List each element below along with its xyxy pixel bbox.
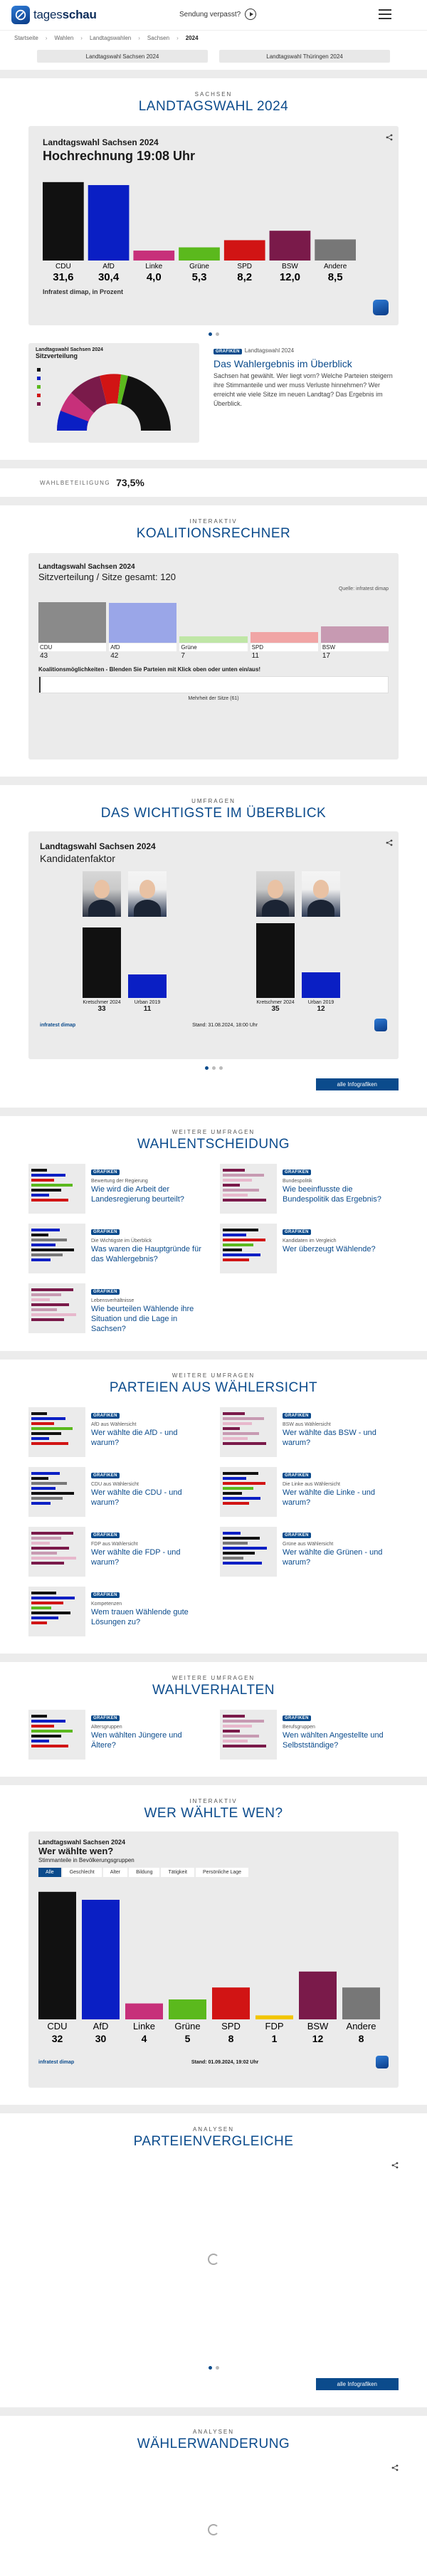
teaser-thumbnail [28,1164,85,1214]
candidate-group [251,871,350,1013]
seat-value: 43 [40,652,48,660]
seat-value: 17 [322,652,330,660]
candidate-bar [83,927,121,998]
teaser-title[interactable]: Wie beurteilen Wählende ihre Situation und die Lage in Sachsen? [91,1305,194,1333]
wahlbeteiligung-bar [0,468,427,497]
carousel-dots [28,2366,399,2370]
section-kicker: UMFRAGEN [191,798,236,804]
bar-fdp [255,2016,293,2020]
teaser-title[interactable]: Wen wählten Jüngere und Ältere? [91,1731,182,1750]
grafiken-tag: GRAFIKEN [91,1289,120,1295]
section-title: KOALITIONSRECHNER [136,526,291,541]
seat-value: 42 [110,652,119,660]
chart-source: infratest dimap [40,1022,76,1028]
breadcrumb-current: 2024 [185,35,199,41]
seat-bar-spd[interactable] [251,632,318,643]
teaser-thumbnail [28,1224,85,1273]
section-kicker: WEITERE UMFRAGEN [172,1129,255,1135]
werwen-card [28,1831,399,2088]
tab-taetigkeit[interactable]: Tätigkeit [161,1868,194,1877]
wahlverhalten-section [0,1662,427,1777]
bar-linke [133,251,174,261]
majority-label: Mehrheit der Sitze (61) [188,696,239,701]
carousel-dot[interactable] [205,1066,209,1070]
category-label: FDP [265,2021,284,2032]
sitz-teaser[interactable] [28,343,399,443]
tab-persoenliche-lage[interactable]: Persönliche Lage [196,1868,248,1877]
category-label: Grüne [174,2021,201,2032]
share-icon[interactable] [386,837,393,844]
section-kicker: INTERAKTIV [189,518,238,525]
bar-andere [342,1987,380,2019]
card-title: Hochrechnung 19:08 Uhr [43,149,196,163]
teaser-meta: Altersgruppen [91,1725,122,1730]
teaser-thumbnail [220,1164,277,1214]
value-label: 4 [141,2033,147,2045]
teaser-meta: Grüne aus Wählersicht [283,1542,334,1547]
election-tabs [0,46,427,70]
koalition-hint: Koalitionsmöglichkeiten - Blenden Sie Parteien mit Klick oben oder unten ein/aus! [38,666,261,673]
alle-infografiken-button[interactable]: alle Infografiken [316,1078,399,1090]
teaser-title[interactable]: Was waren die Hauptgründe für das Wahlergebnis? [91,1245,201,1263]
teaser-title[interactable]: Wer wählte die FDP - und warum? [91,1548,181,1567]
bar-bsw [270,231,311,261]
teaser-item[interactable] [28,1587,207,1636]
teaser-meta: Kompetenzen [91,1602,122,1607]
breadcrumb: Startseite › Wahlen › Landtagswahlen › Sachsen › 2024 [0,30,427,46]
teaser-thumbnail [28,1587,85,1636]
hochrechnung-section [0,78,427,460]
teaser-thumbnail [220,1224,277,1273]
card-title: Kandidatenfaktor [40,853,115,864]
teaser-thumbnail [28,1467,85,1517]
grafiken-tag: GRAFIKEN [91,1229,120,1235]
bar-andere [315,239,356,261]
card-description: Stimmanteile in Bevölkerungsgruppen [38,1857,135,1864]
value-label: 1 [271,2033,278,2045]
chart-source: infratest dimap [38,2059,75,2065]
seat-value: 11 [251,652,259,660]
tagesschau-corner-icon [373,300,389,315]
bar-linke [125,2004,163,2019]
carousel-dots [28,1066,399,1070]
section-title: PARTEIEN AUS WÄHLERSICHT [109,1380,318,1396]
breadcrumb-item[interactable]: Sachsen [147,35,170,41]
hochrechnung-card [28,126,399,325]
value-label: 4,0 [146,271,162,283]
breadcrumb-item[interactable]: Startseite [14,35,38,41]
bar-grüne [179,248,220,261]
teaser-meta: Landtagswahl 2024 [244,347,295,354]
kandidatenfaktor-card [28,831,399,1059]
carousel-dot[interactable] [219,1066,223,1070]
teaser-meta: BSW aus Wählersicht [283,1422,331,1428]
card-footer [38,2056,389,2068]
chart-source: Infratest dimap, in Prozent [43,288,124,295]
card-subtitle: Landtagswahl Sachsen 2024 [38,1839,126,1846]
bar-bsw [299,1972,337,2019]
value-label: 8 [228,2033,234,2045]
logo-text-light: tages [33,8,63,21]
group-tabs [38,1868,389,1877]
grafiken-tag: GRAFIKEN [283,1533,311,1538]
grafiken-tag: GRAFIKEN [91,1715,120,1721]
grafiken-tag: GRAFIKEN [283,1229,311,1235]
teaser-item[interactable] [220,1224,399,1273]
teaser-thumbnail [28,1710,85,1760]
wahlentscheidung-section [0,1116,427,1351]
koalitionsrechner-section [0,505,427,777]
section-kicker: WEITERE UMFRAGEN [172,1675,255,1682]
teaser-title[interactable]: Wer wählte die CDU - und warum? [91,1488,182,1507]
teaser-title[interactable]: Wem trauen Wählende gute Lösungen zu? [91,1608,189,1626]
seat-bar-grüne[interactable] [179,636,247,643]
section-kicker: ANALYSEN [192,2429,235,2436]
category-label: SPD [221,2021,241,2032]
grafiken-tag: GRAFIKEN [283,1413,311,1419]
teaser-item[interactable] [220,1407,399,1457]
section-title: WAHLENTSCHEIDUNG [137,1137,290,1152]
value-label: 5,3 [191,271,207,283]
teaser-meta: Die Wichtigste im Überblick [91,1239,152,1244]
candidate-label: Kretschmer 2024 35 [256,1000,295,1013]
breadcrumb-item[interactable]: Landtagswahlen [89,35,132,41]
loading-spinner-icon [208,2254,219,2265]
sitzverteilung-thumbnail [28,343,199,443]
tagesschau-logo[interactable] [11,6,97,24]
sendung-verpasst-label: Sendung verpasst? [179,10,241,19]
carousel-dot[interactable] [216,332,219,336]
teaser-thumbnail [220,1407,277,1457]
section-kicker: WEITERE UMFRAGEN [172,1372,255,1379]
value-label: 8,5 [327,271,343,283]
teaser-thumbnail [28,1527,85,1577]
logo-badge-icon [11,6,30,24]
section-kicker: INTERAKTIV [189,1798,238,1805]
werwen-section [0,1785,427,2105]
teaser-title[interactable]: Wer wählte die Linke - und warum? [283,1488,376,1507]
grafiken-tag: GRAFIKEN [91,1533,120,1538]
teaser-title[interactable]: Wie wird die Arbeit der Landesregierung beurteilt? [91,1185,184,1204]
teaser-thumbnail [28,1407,85,1457]
candidate-bar [128,974,167,998]
section-title: PARTEIENVERGLEICHE [133,2134,294,2150]
value-label: 8 [358,2033,364,2045]
carousel-dots [28,332,399,336]
category-label: Andere [346,2021,376,2032]
teaser-title[interactable]: Wer wählte die AfD - und warum? [91,1429,178,1447]
teaser-item[interactable] [28,1164,207,1214]
teaser-title[interactable]: Wie beeinflusste die Bundespolitik das Ergebnis? [283,1185,381,1204]
candidate-photo [128,871,167,917]
breadcrumb-item[interactable]: Wahlen [54,35,74,41]
tab-alle[interactable]: Alle [38,1868,61,1877]
share-icon[interactable] [391,2462,399,2469]
teaser-thumbnail [220,1710,277,1760]
coalition-track[interactable] [38,676,389,693]
werwen-bar-chart [38,1877,380,2048]
teaser-title[interactable]: Wer wählte das BSW - und warum? [283,1429,376,1447]
ueberblick-section [0,785,427,1108]
bar-afd [82,1900,120,2019]
teaser-title[interactable]: Das Wahlergebnis im Überblick [214,358,352,369]
candidate-photo [83,871,121,917]
teaser-title[interactable]: Wer wählte die Grünen - und warum? [283,1548,383,1567]
tab-thueringen[interactable]: Landtagswahl Thüringen 2024 [219,50,390,63]
candidate-bar [302,972,340,998]
card-footer [40,1019,387,1031]
teaser-meta: Bundespolitik [283,1179,312,1184]
tab-alter[interactable]: Alter [103,1868,127,1877]
category-label: Linke [132,2021,156,2032]
teaser-item[interactable] [220,1467,399,1517]
grafiken-tag: GRAFIKEN [214,349,242,354]
candidate-label: Urban 2019 11 [134,1000,161,1013]
seat-values [38,651,389,661]
teaser-item[interactable] [220,1527,399,1577]
loading-area [28,2160,399,2359]
teaser-meta: Kandidaten im Vergleich [283,1239,337,1244]
seat-bar-bsw[interactable] [321,626,389,643]
bar-afd [88,185,130,261]
parteivergleiche-section [0,2113,427,2407]
candidate-label: Kretschmer 2024 33 [83,1000,121,1013]
candidate-groups [40,871,387,1013]
teaser-item[interactable] [28,1407,207,1457]
thumb-subtitle: Landtagswahl Sachsen 2024 [36,347,103,352]
seat-half-donut [36,359,185,434]
teaser-title[interactable]: Wer überzeugt Wählende? [283,1245,376,1253]
bar-spd [212,1987,250,2019]
loading-spinner-icon [208,2524,219,2535]
teaser-meta: FDP aus Wählersicht [91,1542,138,1547]
menu-icon[interactable] [379,9,391,19]
section-title: WÄHLERWANDERUNG [137,2436,290,2452]
value-label: 12 [312,2033,324,2045]
teaser-item[interactable] [28,1283,207,1334]
play-icon [245,9,256,20]
seat-bar-afd[interactable] [109,603,176,643]
candidate-bar [256,923,295,998]
teaser-item[interactable] [28,1467,207,1517]
seat-bar-cdu[interactable] [38,602,106,643]
teaser-title[interactable]: Wen wählten Angestellte und Selbstständige? [283,1731,384,1750]
top-bar [0,0,427,30]
teaser-item[interactable] [220,1710,399,1760]
seat-value: 7 [181,652,185,660]
teaser-meta: CDU aus Wählersicht [91,1482,139,1488]
grafiken-tag: GRAFIKEN [91,1169,120,1175]
waehlerwanderung-section [0,2416,427,2576]
candidate-photo [302,871,340,917]
value-label: 32 [51,2033,63,2045]
teaser-thumbnail [28,1283,85,1333]
teaser-thumbnail [220,1467,277,1517]
teaser-grid [28,1164,399,1334]
teaser-description: Sachsen hat gewählt. Wer liegt vorn? Welche Parteien steigern ihre Stimmanteile und wer muss Verluste hinnehmen? Wer erreicht wie viele Sitze im neuen Landtag? Das Ergebnis im Überblick. [214,372,393,408]
section-title: LANDTAGSWAHL 2024 [138,99,289,114]
bar-grüne [169,1999,206,2019]
teaser-meta: Lebensverhältnisse [91,1298,135,1303]
tagesschau-corner-icon [376,2056,389,2068]
seat-bars [38,599,389,643]
teaser-item[interactable] [28,1224,207,1273]
value-label: 5 [184,2033,191,2045]
candidate-photo [256,871,295,917]
candidate-bars [77,920,176,998]
hochrechnung-bar-chart [43,171,356,285]
category-label: CDU [56,263,71,270]
category-label: Linke [145,263,163,270]
teaser-meta: Berufsgruppen [283,1725,315,1730]
grafiken-tag: GRAFIKEN [91,1473,120,1478]
card-title: Sitzverteilung / Sitze gesamt: 120 [38,572,176,582]
grafiken-tag: GRAFIKEN [91,1413,120,1419]
party-toggle-bsw[interactable]: BSW [321,643,389,651]
section-kicker: ANALYSEN [192,2126,235,2133]
chart-stand: Stand: 31.08.2024, 18:00 Uhr [192,1022,258,1028]
teaser-meta: Die Linke aus Wählersicht [283,1482,340,1488]
tab-bildung[interactable]: Bildung [129,1868,159,1877]
section-title: WER WÄHLTE WEN? [144,1806,283,1821]
category-label: BSW [307,2021,329,2032]
card-title: Wer wählte wen? [38,1846,114,1857]
parteien-section [0,1360,427,1654]
teaser-grid [28,1710,399,1760]
tagesschau-corner-icon [374,1019,387,1031]
bar-cdu [43,182,84,261]
category-label: BSW [282,263,298,270]
bar-spd [224,240,265,261]
grafiken-tag: GRAFIKEN [283,1473,311,1478]
grafiken-tag: GRAFIKEN [283,1169,311,1175]
carousel-dot[interactable] [209,2366,212,2370]
carousel-dot[interactable] [212,1066,216,1070]
carousel-dot[interactable] [209,332,212,336]
grafiken-tag: GRAFIKEN [283,1715,311,1721]
teaser-meta: AfD aus Wählersicht [91,1422,137,1428]
loading-area [28,2462,399,2548]
value-label: 30,4 [97,271,120,283]
chart-source: Quelle: infratest dimap [338,587,389,592]
party-toggle-afd[interactable]: AfD [109,643,176,651]
candidate-bars [251,920,350,998]
value-label: 8,2 [237,271,253,283]
candidate-label: Urban 2019 12 [307,1000,334,1013]
value-label: 31,6 [53,271,74,283]
teaser-grid [28,1407,399,1636]
alle-infografiken-button[interactable]: alle Infografiken [316,2378,399,2390]
party-toggle-cdu[interactable]: CDU [38,643,106,651]
share-icon[interactable] [386,132,393,139]
party-toggle-gruene[interactable]: Grüne [179,643,247,651]
section-kicker: SACHSEN [194,91,233,98]
wahlbeteiligung-value: 73,5% [116,477,144,488]
party-toggle-spd[interactable]: SPD [251,643,318,651]
value-label: 12,0 [279,271,301,283]
grafiken-tag: GRAFIKEN [91,1592,120,1598]
sendung-verpasst-link[interactable] [179,9,256,20]
section-title: DAS WICHTIGSTE IM ÜBERBLICK [100,806,327,821]
teaser-meta: Bewertung der Regierung [91,1179,148,1184]
category-label: Andere [324,263,347,270]
teaser-thumbnail [220,1527,277,1577]
card-subtitle: Landtagswahl Sachsen 2024 [43,137,159,147]
category-label: SPD [237,263,252,270]
candidate-group [77,871,176,1013]
teaser-item[interactable] [28,1527,207,1577]
share-icon[interactable] [391,2160,399,2167]
thumb-title: Sitzverteilung [36,352,78,359]
teaser-item[interactable] [220,1164,399,1214]
teaser-text [214,343,399,443]
party-toggle-row [38,643,389,651]
wahlbeteiligung-label: WAHLBETEILIGUNG [40,479,111,486]
tab-geschlecht[interactable]: Geschlecht [63,1868,102,1877]
category-label: CDU [47,2021,68,2032]
category-label: Grüne [189,263,209,270]
bar-cdu [38,1892,76,2019]
logo-text-bold: schau [62,8,97,21]
carousel-dot[interactable] [216,2366,219,2370]
tab-sachsen[interactable]: Landtagswahl Sachsen 2024 [37,50,208,63]
section-title: WAHLVERHALTEN [152,1683,275,1698]
value-label: 30 [95,2033,107,2045]
card-subtitle: Landtagswahl Sachsen 2024 [40,841,156,851]
chart-stand: Stand: 01.09.2024, 19:02 Uhr [191,2059,259,2065]
card-subtitle: Landtagswahl Sachsen 2024 [38,563,135,571]
teaser-item[interactable] [28,1710,207,1760]
category-label: AfD [102,263,115,270]
koalitionsrechner-card [28,553,399,759]
category-label: AfD [93,2021,109,2032]
